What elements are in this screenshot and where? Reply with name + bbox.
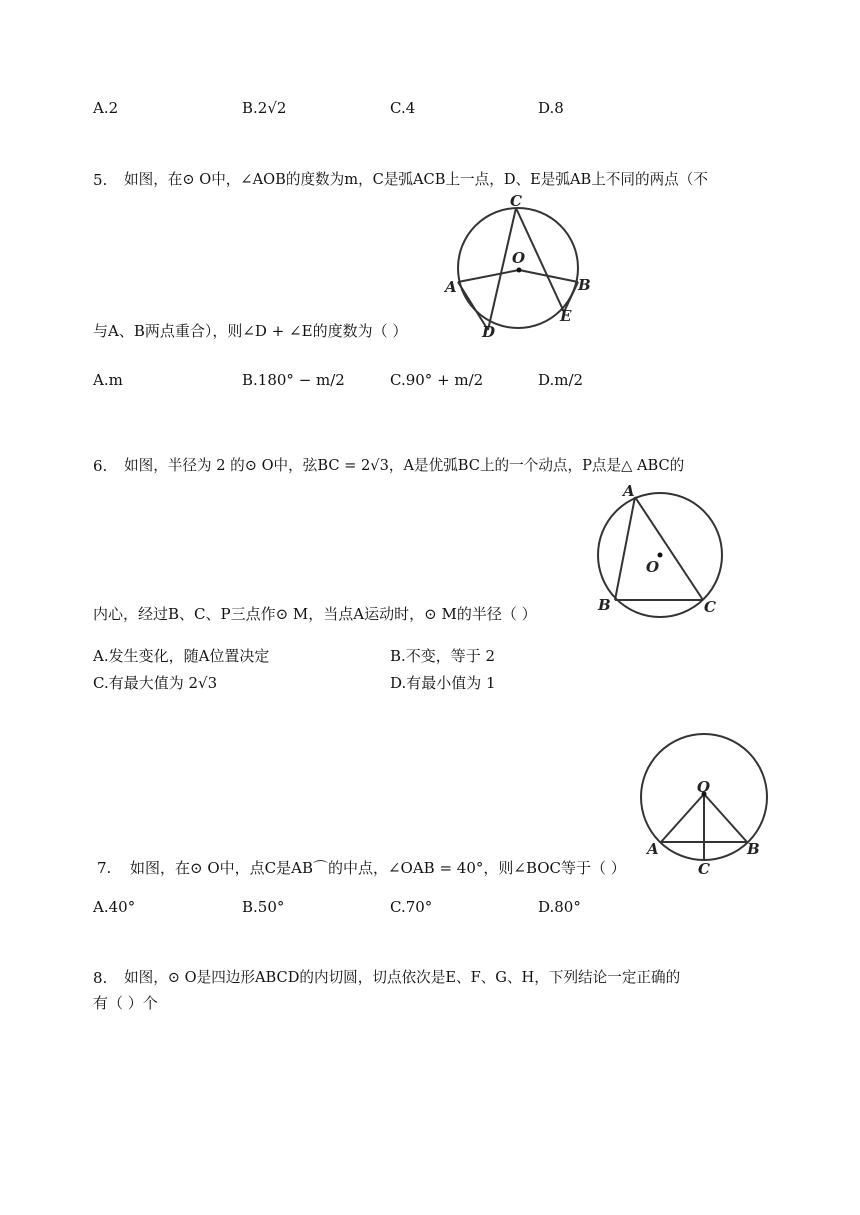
q7-label-c: C — [698, 860, 710, 878]
q7-radius-ob — [704, 794, 747, 842]
q6-option-d: D.有最小值为 1 — [390, 674, 496, 692]
q7-label-b: B — [747, 840, 760, 858]
q7-figure — [635, 728, 775, 878]
q5-option-b: B.180° − m/2 — [242, 371, 345, 389]
q7-radius-oa — [661, 794, 704, 842]
q5-radius-oa — [458, 270, 519, 282]
q8-text-line2: 有（ ）个 — [93, 994, 158, 1012]
q5-label-o: O — [512, 249, 526, 267]
q4-option-c: C.4 — [390, 99, 416, 117]
q8-text-line1: 如图，⊙ O是四边形ABCD的内切圆，切点依次是E、F、G、H，下列结论一定正确的 — [124, 969, 681, 986]
q5-option-c: C.90° + m/2 — [390, 371, 484, 389]
q6-text-line2: 内心，经过B、C、P三点作⊙ M，当点A运动时，⊙ M的半径（ ） — [93, 605, 537, 623]
q7-option-c: C.70° — [390, 898, 433, 916]
q5-text-line1: 如图，在⊙ O中，∠AOB的度数为m，C是弧ACB上一点，D、E是弧AB上不同的两点（不 — [124, 171, 708, 188]
q5-label-b: B — [578, 276, 591, 294]
q4-option-b: B.2√2 — [242, 99, 287, 117]
q6-label-o: O — [646, 558, 660, 576]
q5-text-line2: 与A、B两点重合），则∠D + ∠E的度数为（ ） — [93, 322, 408, 340]
q6-text-line1: 如图，半径为 2 的⊙ O中，弦BC = 2√3，A是优弧BC上的一个动点，P点是△ ABC的 — [124, 457, 685, 474]
q6-label-a: A — [623, 482, 635, 500]
q6-label-c: C — [704, 598, 716, 616]
q5-label-e: E — [560, 307, 572, 325]
q5-chord-cd — [488, 208, 516, 330]
q5-figure — [440, 190, 600, 340]
q7-option-b: B.50° — [242, 898, 285, 916]
q7-option-d: D.80° — [538, 898, 581, 916]
q7-text: 如图，在⊙ O中，点C是AB⌒的中点，∠OAB = 40°，则∠BOC等于（ ） — [130, 859, 626, 877]
q6-side-ab — [615, 497, 635, 600]
q6-option-b: B.不变，等于 2 — [390, 647, 496, 665]
q7-label-a: A — [647, 840, 659, 858]
q7-label-o: O — [697, 778, 711, 796]
q5-option-a: A.m — [93, 371, 123, 389]
q7-option-a: A.40° — [93, 898, 136, 916]
q6-label-b: B — [598, 596, 611, 614]
q5-center-dot — [517, 268, 522, 273]
q7-number: 7. — [97, 859, 112, 877]
q6-figure — [590, 480, 730, 620]
q6-number: 6. — [93, 457, 108, 475]
q6-center-dot — [658, 553, 663, 558]
q6-option-a: A.发生变化，随A位置决定 — [93, 647, 270, 665]
q5-label-c: C — [510, 192, 522, 210]
q5-label-a: A — [445, 278, 457, 296]
q5-option-d: D.m/2 — [538, 371, 584, 389]
q5-label-d: D — [482, 323, 496, 340]
q5-number: 5. — [93, 171, 108, 189]
q4-option-d: D.8 — [538, 99, 564, 117]
q6-option-c: C.有最大值为 2√3 — [93, 674, 218, 692]
q6-side-ac — [635, 497, 703, 600]
q8-number: 8. — [93, 969, 108, 987]
q4-option-a: A.2 — [93, 99, 119, 117]
